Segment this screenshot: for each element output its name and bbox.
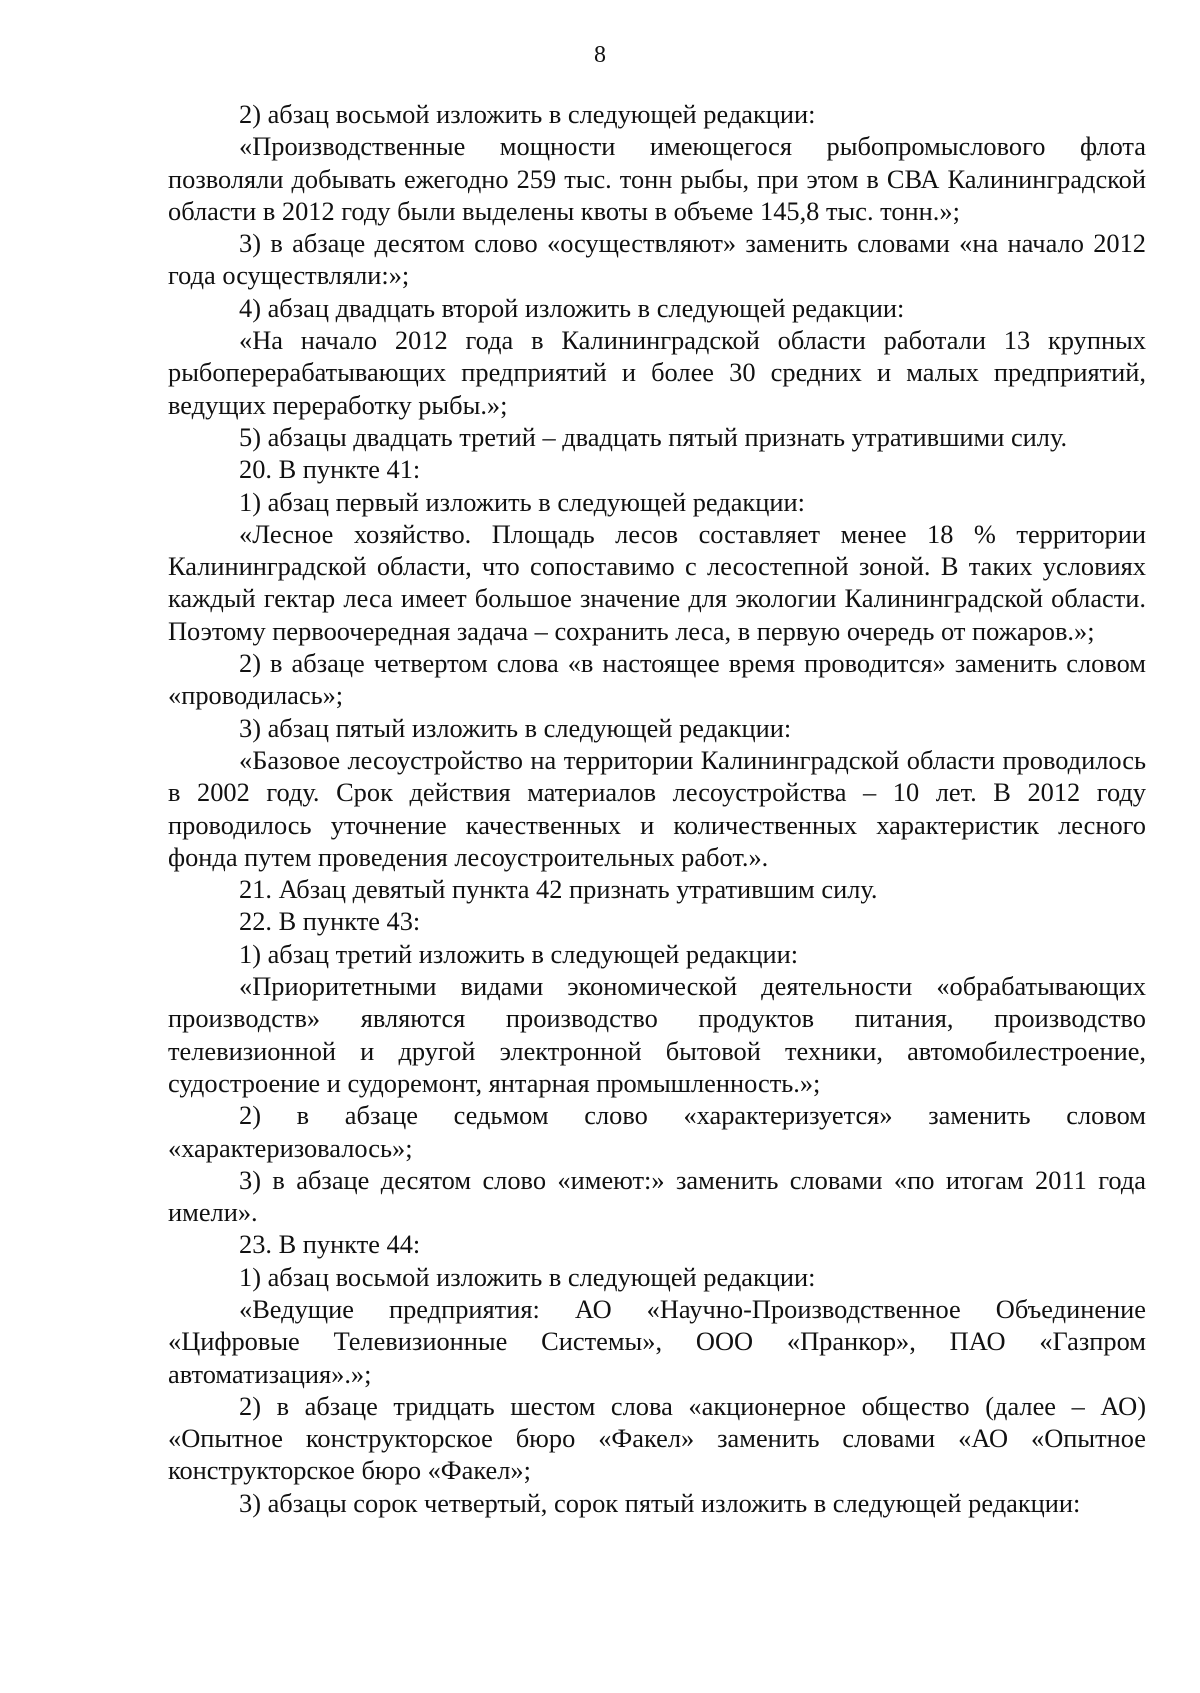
paragraph: «Лесное хозяйство. Площадь лесов составляет менее 18 % территории Калининградской области, что сопоставимо с лесостепной зоной. В таких условиях каждый гектар леса имеет большое значение для экологии Калининградской области. Поэтому первоочередная задача – сохранить леса, в первую очередь от пожаров.»; (168, 518, 1146, 646)
paragraph: 21. Абзац девятый пункта 42 признать утратившим силу. (239, 874, 878, 905)
paragraph: «На начало 2012 года в Калининградской области работали 13 крупных рыбоперерабатывающих предприятий и более 30 средних и малых предприятий, ведущих переработку рыбы.»; (168, 325, 1146, 420)
document-body (168, 98, 1146, 1519)
paragraph: 2) в абзаце тридцать шестом слова «акционерное общество (далее – АО) «Опытное конструкторское бюро «Факел» заменить словами «АО «Опытное конструкторское бюро «Факел»; (168, 1390, 1146, 1486)
paragraph: 3) абзацы сорок четвертый, сорок пятый изложить в следующей редакции: (239, 1487, 1081, 1518)
paragraph: 23. В пункте 44: (239, 1229, 421, 1260)
paragraph: «Базовое лесоустройство на территории Калининградской области проводилось в 2002 году. Срок действия материалов лесоустройства – 10 лет. В 2012 году проводилось уточнение качественных и количественных характеристик лесного фонда путем проведения лесоустроительных работ.». (168, 744, 1146, 872)
paragraph: 3) в абзаце десятом слово «имеют:» заменить словами «по итогам 2011 года имели». (168, 1164, 1146, 1228)
paragraph: 1) абзац третий изложить в следующей редакции: (239, 938, 799, 969)
paragraph: «Приоритетными видами экономической деятельности «обрабатывающих производств» являются производство продуктов питания, производство телевизионной и другой электронной бытовой техники, автомобилестроение, судостроение и судоремонт, янтарная промышленность.»; (168, 971, 1146, 1098)
paragraph: 2) абзац восьмой изложить в следующей редакции: (239, 99, 816, 129)
paragraph: «Производственные мощности имеющегося рыбопромыслового флота позволяли добывать ежегодно 259 тыс. тонн рыбы, при этом в СВА Калининградской области в 2012 году были выделены квоты в объеме 145,8 тыс. тонн.»; (168, 131, 1146, 226)
paragraph: 20. В пункте 41: (239, 454, 421, 485)
page-number: 8 (594, 42, 606, 68)
paragraph: 5) абзацы двадцать третий – двадцать пятый признать утратившими силу. (239, 421, 1068, 452)
paragraph: 3) в абзаце десятом слово «осуществляют» заменить словами «на начало 2012 года осуществляли:»; (168, 228, 1146, 291)
paragraph: 2) в абзаце четвертом слова «в настоящее время проводится» заменить словом «проводилась»; (168, 648, 1146, 711)
paragraph: «Ведущие предприятия: АО «Научно-Производственное Объединение «Цифровые Телевизионные Системы», ООО «Пранкор», ПАО «Газпром автоматизация».»; (168, 1293, 1146, 1389)
paragraph: 22. В пункте 43: (239, 906, 421, 937)
paragraph: 1) абзац первый изложить в следующей редакции: (239, 486, 805, 517)
paragraph: 4) абзац двадцать второй изложить в следующей редакции: (239, 292, 905, 323)
paragraph: 3) абзац пятый изложить в следующей редакции: (239, 712, 792, 743)
paragraph: 2) в абзаце седьмом слово «характеризуется» заменить словом «характеризовалось»; (168, 1100, 1146, 1163)
paragraph: 1) абзац восьмой изложить в следующей редакции: (239, 1261, 816, 1292)
